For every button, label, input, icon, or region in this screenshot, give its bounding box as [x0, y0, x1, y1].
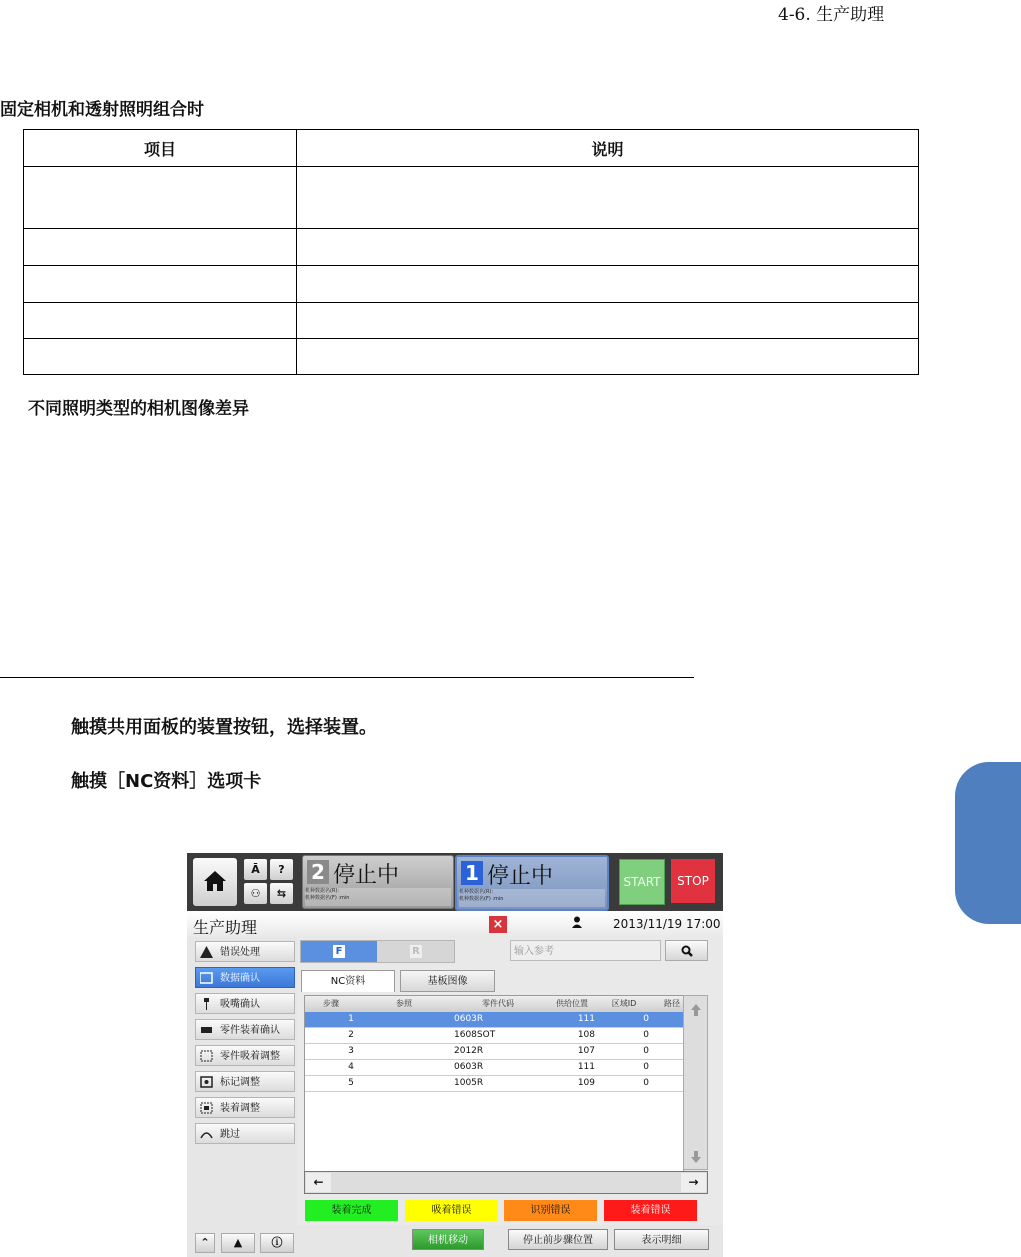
search-button[interactable]	[665, 940, 708, 961]
warning-icon	[200, 946, 213, 958]
cell-area-id: 0	[643, 1014, 649, 1024]
menu-mark-adjust[interactable]	[195, 1071, 295, 1092]
scroll-up-icon[interactable]	[691, 1004, 701, 1016]
menu-error-handling[interactable]	[195, 941, 295, 962]
table-cell	[297, 229, 919, 266]
table-row	[24, 266, 919, 303]
device-2-status[interactable]	[302, 855, 454, 909]
cell-feed-position: 108	[577, 1030, 595, 1040]
cell-step: 3	[348, 1046, 354, 1056]
col-path: 路径	[664, 999, 680, 1008]
cell-feed-position: 109	[577, 1078, 595, 1088]
device-1-number: 1	[461, 861, 483, 885]
col-part-code: 零件代码	[482, 999, 514, 1008]
rear-toggle[interactable]	[378, 941, 454, 962]
scroll-left-icon[interactable]: ←	[306, 1173, 331, 1192]
legend-mount-complete: 装着完成	[305, 1200, 398, 1221]
menu-nozzle-confirm[interactable]	[195, 993, 295, 1014]
warning-icon[interactable]: ▲	[221, 1233, 255, 1253]
device-1-info	[459, 889, 605, 907]
cell-area-id: 0	[643, 1030, 649, 1040]
datetime: 2013/11/19 17:00	[613, 917, 721, 931]
nc-data-grid	[304, 995, 684, 1172]
pre-stop-step-button[interactable]: 停止前步骤位置	[508, 1229, 608, 1250]
cell-step: 1	[348, 1014, 354, 1024]
user-icon	[572, 916, 582, 928]
menu-label: 零件吸着调整	[220, 1051, 280, 1062]
cell-feed-position: 107	[577, 1046, 595, 1056]
help-icon[interactable]: ?	[270, 859, 293, 880]
step-1-text: 触摸共用面板的装置按钮，选择装置。	[71, 717, 377, 738]
info-icon[interactable]: ⓘ	[260, 1233, 294, 1253]
tab-nc-data[interactable]: NC资料	[301, 970, 395, 992]
users-icon[interactable]: ⚇	[244, 883, 267, 904]
menu-part-pick-adjust[interactable]	[195, 1045, 295, 1066]
front-label: F	[333, 945, 345, 958]
table-row[interactable]	[305, 1060, 683, 1076]
cell-step: 2	[348, 1030, 354, 1040]
home-button[interactable]	[193, 858, 237, 906]
front-toggle[interactable]	[301, 941, 377, 962]
app-title: 生产助理	[193, 918, 258, 937]
menu-label: 吸嘴确认	[220, 999, 260, 1010]
table-cell	[297, 167, 919, 229]
cell-step: 5	[348, 1078, 354, 1088]
chapter-side-tab	[955, 762, 1021, 924]
tab-board-image[interactable]: 基板图像	[400, 970, 495, 992]
table-row	[24, 339, 919, 375]
step-2-text: 触摸［NC资料］选项卡	[71, 771, 262, 792]
device-1-state: 停止中	[487, 864, 554, 889]
table-cell	[297, 339, 919, 375]
legend-pick-error: 吸着错误	[405, 1200, 498, 1221]
menu-label: 数据确认	[220, 973, 260, 984]
table-cell	[24, 303, 297, 339]
table-header-item: 项目	[24, 130, 297, 167]
stop-button[interactable]: STOP	[671, 859, 715, 903]
col-area-id: 区域ID	[611, 999, 637, 1008]
col-step: 步骤	[323, 999, 339, 1008]
col-feed-position: 供给位置	[556, 999, 588, 1008]
table-row	[24, 167, 919, 229]
vertical-scrollbar[interactable]	[683, 995, 708, 1170]
legend-mount-error: 装着错误	[604, 1200, 697, 1221]
top-bar	[187, 853, 723, 911]
grid-header	[305, 996, 683, 1012]
machine-screenshot	[187, 853, 723, 1257]
menu-mount-adjust[interactable]	[195, 1097, 295, 1118]
cell-part-code: 1608SOT	[454, 1030, 496, 1040]
cell-area-id: 0	[643, 1062, 649, 1072]
device-2-info	[305, 888, 451, 906]
spec-table	[23, 129, 919, 375]
cell-feed-position: 111	[577, 1014, 595, 1024]
table-row[interactable]	[305, 1028, 683, 1044]
part-icon	[200, 1024, 213, 1036]
cell-part-code: 2012R	[454, 1046, 484, 1056]
menu-label: 装着调整	[220, 1103, 260, 1114]
transfer-icon[interactable]: ⇆	[270, 883, 293, 904]
horizontal-rule	[0, 677, 694, 678]
cell-part-code: 1005R	[454, 1078, 484, 1088]
device-2-number: 2	[307, 860, 329, 884]
menu-label: 跳过	[220, 1129, 240, 1140]
table-cell	[297, 266, 919, 303]
info-line: 机种数据名(R):	[459, 889, 494, 895]
table-cell	[24, 229, 297, 266]
table-row[interactable]	[305, 1044, 683, 1060]
info-line: 机种数据名(R):	[305, 888, 340, 894]
device-1-status[interactable]	[455, 855, 609, 911]
horizontal-scrollbar[interactable]	[304, 1171, 708, 1194]
data-icon	[200, 972, 213, 984]
cell-area-id: 0	[643, 1078, 649, 1088]
menu-label: 标记调整	[220, 1077, 260, 1088]
menu-part-mount-confirm[interactable]	[195, 1019, 295, 1040]
table-row	[24, 229, 919, 266]
start-button[interactable]: START	[619, 859, 665, 905]
title-bar	[187, 911, 723, 937]
close-button[interactable]: ×	[489, 916, 507, 933]
legend-recognition-error: 识别错误	[504, 1200, 597, 1221]
menu-label: 错误处理	[220, 947, 260, 958]
adjust-icon	[200, 1050, 213, 1062]
table-row[interactable]	[305, 1076, 683, 1092]
skip-icon	[200, 1128, 213, 1140]
table-cell	[24, 266, 297, 303]
table-header-description: 说明	[297, 130, 919, 167]
section-title-lighting-difference: 不同照明类型的相机图像差异	[28, 399, 249, 419]
rear-label: R	[410, 945, 422, 958]
scroll-right-icon[interactable]: →	[681, 1173, 706, 1192]
cell-feed-position: 111	[577, 1062, 595, 1072]
camera-move-button[interactable]: 相机移动	[412, 1229, 484, 1250]
table-row[interactable]	[305, 1012, 683, 1028]
mount-icon	[200, 1102, 213, 1114]
search-icon	[681, 945, 693, 957]
table-cell	[24, 339, 297, 375]
section-title-fixed-camera: 固定相机和透射照明组合时	[0, 100, 204, 120]
table-cell	[24, 167, 297, 229]
info-line: 机种数据名(F) :min	[305, 895, 350, 901]
scroll-down-icon[interactable]	[691, 1151, 701, 1163]
menu-data-confirm[interactable]	[195, 967, 295, 988]
menu-skip[interactable]	[195, 1123, 295, 1144]
search-input[interactable]: 输入参考	[510, 940, 661, 961]
table-cell	[297, 303, 919, 339]
device-2-state: 停止中	[333, 863, 400, 888]
auto-mode-icon[interactable]: Ā	[244, 859, 267, 880]
cell-part-code: 0603R	[454, 1014, 484, 1024]
page-header-section: 4-6. 生产助理	[778, 5, 885, 25]
cell-step: 4	[348, 1062, 354, 1072]
mark-icon	[200, 1076, 213, 1088]
home-icon	[203, 870, 227, 892]
menu-label: 零件装着确认	[220, 1025, 280, 1036]
table-row	[24, 303, 919, 339]
show-detail-button[interactable]: 表示明细	[614, 1229, 709, 1250]
cell-area-id: 0	[643, 1046, 649, 1056]
collapse-up-icon[interactable]: ⌃	[195, 1233, 215, 1253]
front-rear-toggle[interactable]	[300, 940, 455, 963]
nozzle-icon	[200, 998, 213, 1010]
info-line: 机种数据名(F) :min	[459, 896, 504, 902]
cell-part-code: 0603R	[454, 1062, 484, 1072]
col-reference: 参照	[396, 999, 412, 1008]
